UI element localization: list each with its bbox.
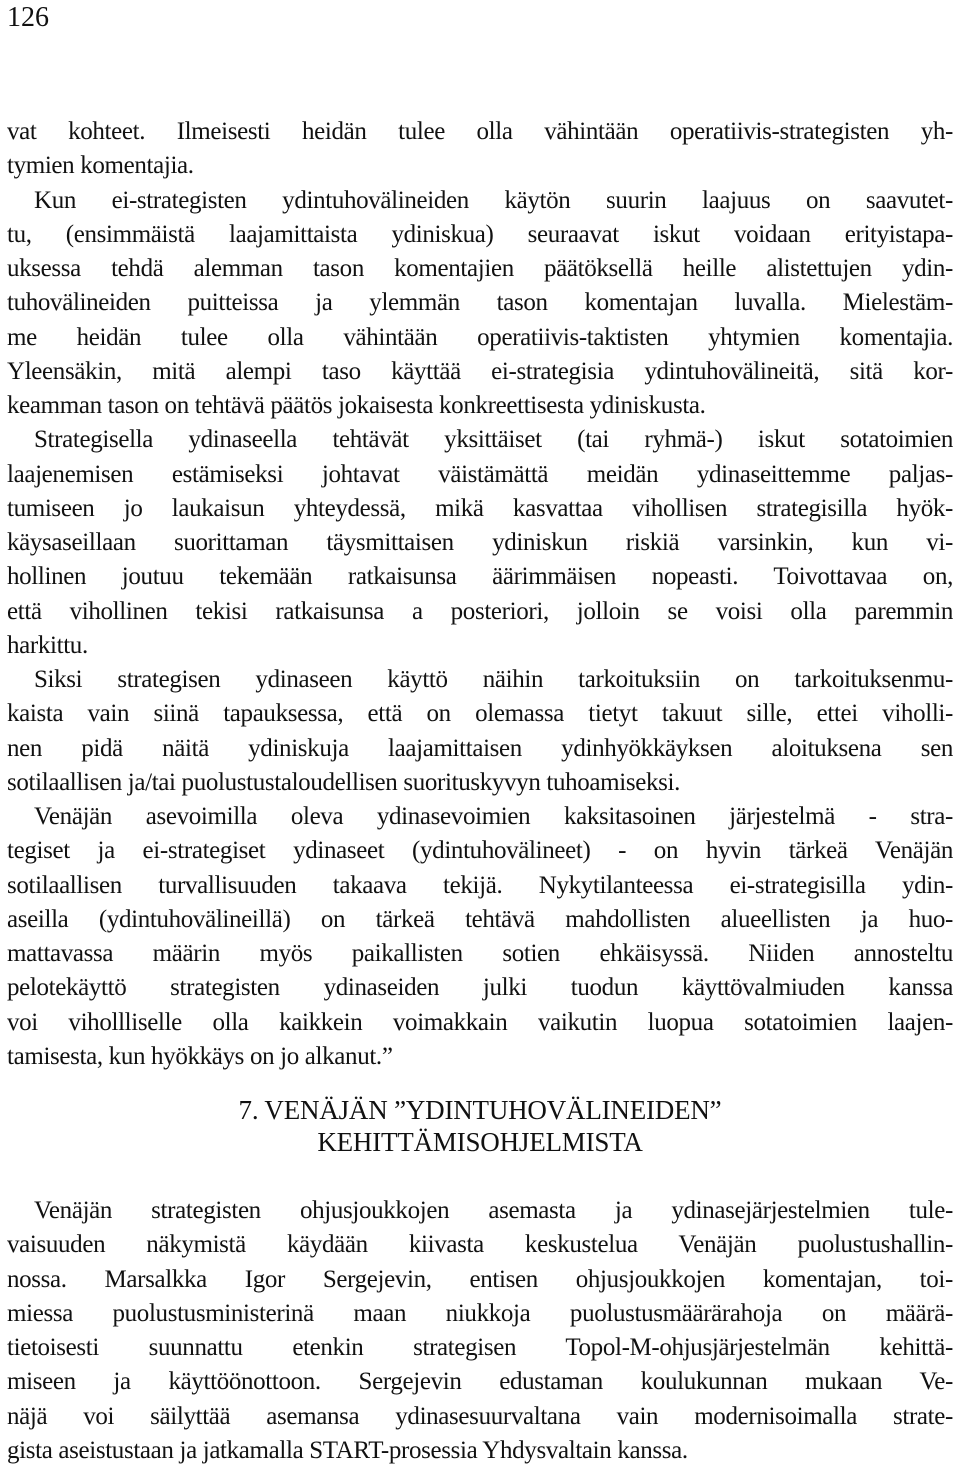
- text-line: sotilaallisen ja/tai puolustustaloudellisen suorituskyvyn tuhoamiseksi.: [7, 768, 681, 796]
- text-line: käysaseillaan suorittaman täysmittaisen ydiniskun riskiä varsinkin, kun vi-: [7, 529, 953, 556]
- text-line: tymien komentajia.: [7, 152, 194, 180]
- paragraph-first-line: Strategisella ydinaseella tehtävät yksittäiset (tai ryhmä-) iskut sotatoimien: [34, 426, 953, 454]
- paragraph-first-line: Kun ei-strategisten ydintuhovälineiden käytön suurin laajuus on saavutet-: [34, 186, 953, 214]
- section-heading-line-2: KEHITTÄMISOHJELMISTA: [317, 1127, 643, 1157]
- text-line: mattavassa määrin myös paikallisten sotien ehkäisyssä. Niiden annosteltu: [7, 940, 953, 967]
- page-number: 126: [7, 2, 49, 33]
- paragraph-first-line: Venäjän strategisten ohjusjoukkojen asemasta ja ydinasejärjestelmien tule-: [34, 1197, 953, 1224]
- text-line: näjä voi säilyttää asemansa ydinasesuurvaltana vain modernisoimalla strate-: [7, 1402, 953, 1430]
- text-line: nossa. Marsalkka Igor Sergejevin, entisen ohjusjoukkojen komentajan, toi-: [7, 1265, 953, 1293]
- paragraph-first-line: Siksi strategisen ydinaseen käyttö näihin tarkoituksiin on tarkoituksenmu-: [34, 666, 953, 693]
- text-line: vaisuuden näkymistä käydään kiivasta keskustelua Venäjän puolustushallin-: [7, 1231, 953, 1259]
- text-line: voi vihollliselle olla kaikkein voimakkain vaikutin luopua sotatoimien laajen-: [7, 1008, 953, 1036]
- text-line: miessa puolustusministerinä maan niukkoja puolustusmäärärahoja on määrä-: [7, 1299, 953, 1327]
- text-line: laajenemisen estämiseksi johtavat väistämättä meidän ydinaseittemme paljas-: [7, 460, 953, 488]
- paragraph-first-line: Venäjän asevoimilla oleva ydinasevoimien kaksitasoinen järjestelmä - stra-: [34, 803, 953, 830]
- text-line: että vihollinen tekisi ratkaisunsa a posteriori, jolloin se voisi olla paremmin: [7, 597, 953, 625]
- text-line: tu, (ensimmäistä laajamittaista ydiniskua) seuraavat iskut voidaan erityistapa-: [7, 220, 953, 248]
- text-line: Yleensäkin, mitä alempi taso käyttää ei-strategisia ydintuhovälineitä, sitä kor-: [7, 357, 953, 385]
- text-line: nen pidä näitä ydiniskuja laajamittaisen ydinhyökkäyksen aloituksena sen: [7, 734, 953, 762]
- text-line: keamman tason on tehtävä päätös jokaisesta konkreettisesta ydiniskusta.: [7, 392, 706, 419]
- text-line: miseen ja käyttöönottoon. Sergejevin edustaman koulukunnan mukaan Ve-: [7, 1368, 953, 1396]
- text-line: harkittu.: [7, 631, 88, 659]
- text-line: pelotekäyttö strategisten ydinaseiden julki tuodun käyttövalmiuden kanssa: [7, 974, 953, 1002]
- section-body-text: [7, 1194, 953, 1468]
- text-line: hollinen joutuu tekemään ratkaisunsa äärimmäisen nopeasti. Toivottavaa on,: [7, 563, 953, 591]
- text-line: tietoisesti suunnattu etenkin strategisen Topol-M-ohjusjärjestelmän kehittä-: [7, 1334, 953, 1361]
- section-heading: [0, 1094, 960, 1158]
- body-text: [7, 115, 953, 1074]
- text-line: tuhovälineiden puitteissa ja ylemmän tason komentajan luvalla. Mielestäm-: [7, 289, 953, 317]
- section-paragraphs: [7, 1194, 953, 1468]
- text-line: kaista vain siinä tapauksessa, että on olemassa tietyt takuut sille, ettei viholli-: [7, 700, 953, 728]
- text-line: uksessa tehdä alemman tason komentajien päätöksellä heille alistettujen ydin-: [7, 255, 953, 282]
- main-paragraphs: [7, 184, 953, 1075]
- text-line: sotilaallisen turvallisuuden takaava tekijä. Nykytilanteessa ei-strategisilla ydin-: [7, 871, 953, 899]
- text-line: tumiseen jo laukaisun yhteydessä, mikä kasvattaa vihollisen strategisilla hyök-: [7, 494, 953, 522]
- text-line: aseilla (ydintuhovälineillä) on tärkeä tehtävä mahdollisten alueellisten ja huo-: [7, 905, 953, 933]
- text-line: me heidän tulee olla vähintään operatiivis-taktisten yhtymien komentajia.: [7, 323, 953, 351]
- text-line: vat kohteet. Ilmeisesti heidän tulee olla vähintään operatiivis-strategisten yh-: [7, 118, 953, 145]
- text-line: tamisesta, kun hyökkäys on jo alkanut.”: [7, 1042, 393, 1070]
- text-line: tegiset ja ei-strategiset ydinaseet (ydintuhovälineet) - on hyvin tärkeä Venäjän: [7, 837, 953, 865]
- section-heading-line-1: 7. VENÄJÄN ”YDINTUHOVÄLINEIDEN”: [238, 1095, 722, 1125]
- text-line: gista aseistustaan ja jatkamalla START-prosessia Yhdysvaltain kanssa.: [7, 1436, 688, 1464]
